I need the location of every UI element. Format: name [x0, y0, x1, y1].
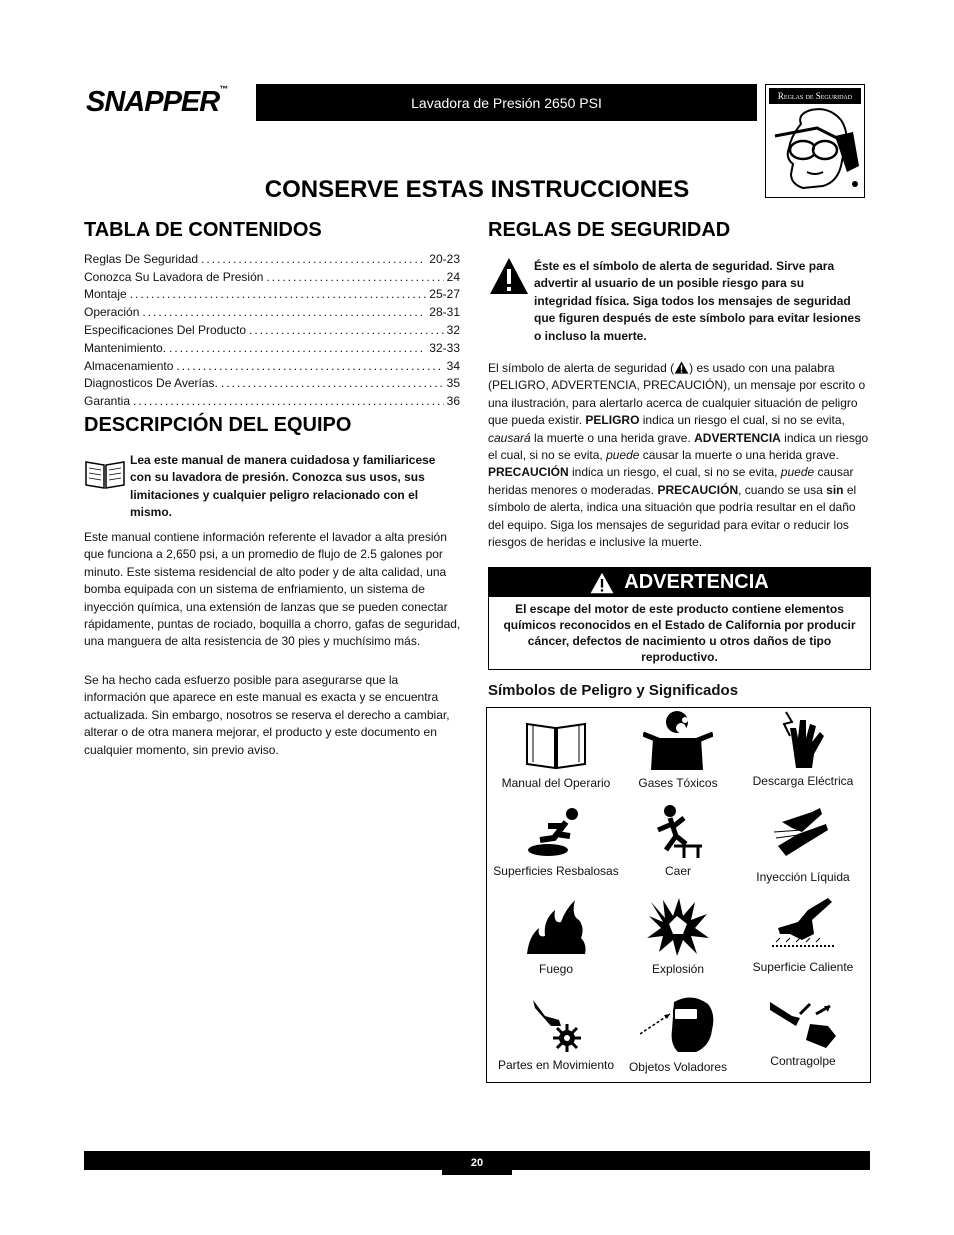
toxic-gases-icon	[643, 708, 713, 770]
safety-heading: REGLAS DE SEGURIDAD	[488, 219, 731, 241]
toc-row[interactable]: Reglas De Seguridad ..... 20-23	[84, 250, 460, 268]
toc-row[interactable]: Conozca Su Lavadora de Presión ..... 24	[84, 268, 460, 286]
symbols-heading: Símbolos de Peligro y Significados	[488, 682, 739, 699]
toc-row[interactable]: Garantia ..... 36	[84, 392, 460, 410]
symbol-fall: Caer	[615, 804, 741, 878]
warning-title: ADVERTENCIA	[624, 571, 769, 593]
symbol-toxic-gases: Gases Tóxicos	[615, 708, 741, 790]
safety-alert-text: Éste es el símbolo de alerta de seguridad. Sirve para advertir al usuario de un posible riesgo para su integridad física. Siga todos los mensajes de seguridad que figuren después de este símbolo para evitar lesiones o incluso la muerte.	[534, 259, 861, 343]
description-heading: DESCRIPCIÓN DEL EQUIPO	[84, 414, 352, 436]
toc-heading: TABLA DE CONTENIDOS	[84, 219, 322, 241]
toc-row[interactable]: Diagnosticos De Averías. ..... 35	[84, 375, 460, 393]
symbol-fire: Fuego	[493, 898, 619, 976]
toc-row[interactable]: Montaje ..... 25-27	[84, 286, 460, 304]
read-manual-notice: Lea este manual de manera cuidadosa y familiaricese con su lavadora de presión. Conozca sus usos, sus limitaciones y cualquier peligro relacionado con el mismo.	[130, 453, 436, 520]
hazard-symbols-panel	[486, 707, 871, 1083]
toc-row[interactable]: Operación ..... 28-31	[84, 303, 460, 321]
symbol-flying-objects: Objetos Voladores	[615, 994, 741, 1074]
explosion-icon	[647, 898, 709, 956]
fire-icon	[525, 898, 587, 956]
hot-surface-icon	[772, 898, 834, 954]
moving-parts-icon	[531, 998, 581, 1052]
page-number: 20	[442, 1151, 512, 1175]
warning-header	[489, 568, 870, 597]
snapper-logo: SNAPPER™	[86, 84, 228, 118]
warning-alert-icon	[590, 572, 614, 594]
symbol-operator-manual: Manual del Operario	[493, 718, 619, 790]
description-paragraph-2: Se ha hecho cada esfuerzo posible para asegurarse que la información que aparece en este manual es exacta y se encuentra actualizada. Sin embargo, nosotros se reserva el derecho a cambiar, alterar o de otra manera mejorar, el producto y este documento en cualquier momento, sin previo aviso.	[84, 673, 450, 757]
fall-icon	[652, 804, 704, 858]
description-paragraph-1: Este manual contiene información referente el lavador a alta presión que funciona a 2,650 psi, a un promedio de flujo de 2.5 galones por minuto. Este sistema residencial de alto poder y de alta calidad, una bomba equipada con un sistema de enfriamiento, un sistema de inyección química, una extensión de lanzas que se pueden conectar rápidamente, puntas de rociado, boquilla a chorro, gafas de seguridad, una manguera de alta resistencia de 30 pies y muchísimo más.	[84, 530, 461, 649]
liquid-injection-icon	[772, 802, 834, 864]
emblem-label: Reglas de Seguridad	[769, 88, 861, 104]
toc-row[interactable]: Especificaciones Del Producto ..... 32	[84, 321, 460, 339]
header-title-bar	[256, 84, 757, 121]
symbol-electric-shock: Descarga Eléctrica	[740, 710, 866, 788]
safety-body-paragraph: El símbolo de alerta de seguridad ( ) es usado con una palabra (PELIGRO, ADVERTENCIA, PRECAUCIÓN), un mensaje por escrito o una ilustración, para alertarlo acerca de cualquier situación de peligro que pueda existir. PELIGRO indica un riesgo el cual, si no se evita, causará la muerte o una herida grave. ADVERTENCIA indica un riesgo el cual, si no se evita, puede causar la muerte o una herida grave. PRECAUCIÓN indica un riesgo, el cual, si no se evita, puede causar heridas menores o moderadas. PRECAUCIÓN, cuando se usa sin el símbolo de alerta, indica una situación que podría resultar en el daño del equipo. Siga los mensajes de seguridad para evitar o reducir los riesgos de heridas e inclusive la muerte.	[488, 361, 869, 550]
toc-row[interactable]: Mantenimiento. ..... 32-33	[84, 339, 460, 357]
operator-manual-icon	[525, 718, 587, 770]
warning-text: El escape del motor de este producto contiene elementos químicos reconocidos en el Estado de California por producir cáncer, defectos de nacimiento u otros daños de tipo reproductivo.	[503, 602, 856, 664]
symbol-kickback: Contragolpe	[740, 996, 866, 1068]
kickback-icon	[770, 996, 836, 1048]
warning-box	[488, 567, 871, 670]
symbol-slippery-surfaces: Superficies Resbalosas	[493, 804, 619, 878]
open-book-icon	[84, 458, 126, 490]
document-title: Lavadora de Presión 2650 PSI	[411, 94, 602, 111]
electric-shock-icon	[778, 710, 828, 768]
safety-alert-icon	[488, 256, 530, 296]
toc-row[interactable]: Almacenamiento ..... 34	[84, 357, 460, 375]
symbol-explosion: Explosión	[615, 898, 741, 976]
table-of-contents	[84, 250, 460, 410]
flying-objects-icon	[640, 994, 716, 1054]
symbol-liquid-injection: Inyección Líquida	[740, 802, 866, 884]
symbol-hot-surface: Superficie Caliente	[740, 898, 866, 974]
main-title: CONSERVE ESTAS INSTRUCCIONES	[264, 176, 690, 203]
inline-alert-icon	[674, 361, 689, 374]
symbol-moving-parts: Partes en Movimiento	[493, 998, 619, 1072]
slippery-surface-icon	[526, 804, 586, 858]
